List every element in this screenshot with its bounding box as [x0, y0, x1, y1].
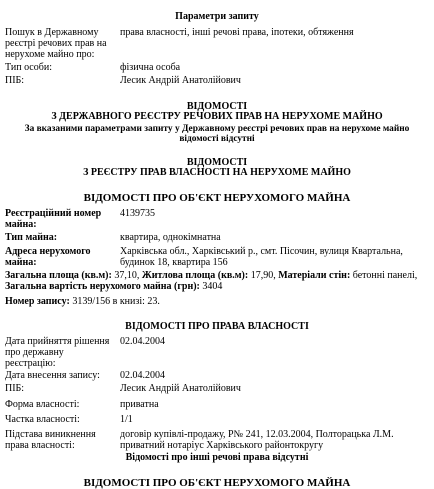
property-type-value: квартира, однокімнатна — [120, 232, 221, 243]
section2-title: ВІДОМОСТІ — [186, 157, 248, 168]
decision-date-value: 02.04.2004 — [120, 336, 165, 347]
name-value: Лесик Андрій Анатолійович — [120, 75, 241, 86]
record-value: 3139/156 в книзі: 23. — [69, 296, 160, 307]
reg-number-label: Реєстраційний номер майна: — [5, 208, 102, 230]
other-rights-note: Відомості про інші речові права відсутні — [125, 452, 309, 463]
section1-subtitle: З ДЕРЖАВНОГО РЕЄСТРУ РЕЧОВИХ ПРАВ НА НЕРУХОМЕ МАЙНО — [51, 111, 383, 122]
owner-name-label: ПІБ: — [5, 383, 25, 394]
area-value: 37,10, — [111, 270, 142, 281]
section1-title: ВІДОМОСТІ — [186, 101, 248, 112]
ownership-share-value: 1/1 — [120, 414, 133, 425]
walls-label: Матеріали стін: — [278, 270, 351, 281]
entry-date-value: 02.04.2004 — [120, 370, 165, 381]
area-label: Загальна площа (кв.м): — [5, 270, 112, 281]
owner-name-value: Лесик Андрій Анатолійович — [120, 383, 241, 394]
record-label: Номер запису: — [5, 296, 70, 307]
section1-note: За вказаними параметрами запиту у Державному реєстрі речових прав на нерухоме майно відомості відсутні — [24, 124, 410, 144]
object-title: ВІДОМОСТІ ПРО ОБ'ЄКТ НЕРУХОМОГО МАЙНА — [83, 192, 351, 204]
area-paragraph — [5, 270, 426, 292]
entry-date-label: Дата внесення запису: — [5, 370, 100, 381]
ownership-form-value: приватна — [120, 399, 159, 410]
search-value: права власності, інші речові права, іпотеки, обтяження — [120, 27, 354, 38]
cost-value: 3404 — [199, 281, 223, 292]
person-type-value: фізична особа — [120, 62, 181, 73]
ownership-form-label: Форма власності: — [5, 399, 80, 410]
property-type-label: Тип майна: — [5, 232, 58, 243]
living-area-label: Житлова площа (кв.м): — [141, 270, 249, 281]
ownership-share-label: Частка власності: — [5, 414, 80, 425]
ownership-title: ВІДОМОСТІ ПРО ПРАВА ВЛАСНОСТІ — [125, 321, 309, 332]
ownership-basis-label: Підстава виникнення права власності: — [5, 429, 96, 451]
ownership-basis-value: договір купівлі-продажу, Р№ 241, 12.03.2004, Полторацька Л.М. приватний нотаріус Харківського районтокругу — [120, 429, 394, 451]
object2-title: ВІДОМОСТІ ПРО ОБ'ЄКТ НЕРУХОМОГО МАЙНА — [83, 477, 351, 489]
record-line — [5, 296, 426, 307]
person-type-label: Тип особи: — [5, 62, 52, 73]
query-title: Параметри запиту — [175, 11, 259, 22]
walls-value: бетонні панелі, — [350, 270, 418, 281]
search-label: Пошук в Державному реєстрі речових прав на нерухоме майно про: — [5, 27, 107, 60]
living-area-value: 17,90, — [248, 270, 279, 281]
reg-number-value: 4139735 — [120, 208, 155, 219]
address-value: Харківська обл., Харківський р., смт. Пісочин, вулиця Квартальна, будинок 18, квартира 156 — [120, 246, 403, 268]
name-label: ПІБ: — [5, 75, 25, 86]
section2-subtitle: З РЕЄСТРУ ПРАВ ВЛАСНОСТІ НА НЕРУХОМЕ МАЙНО — [83, 167, 351, 178]
decision-date-label: Дата прийняття рішення про державну реєстрацію: — [5, 336, 110, 369]
cost-label: Загальна вартість нерухомого майна (грн): — [5, 281, 200, 292]
address-label: Адреса нерухомого майна: — [5, 246, 91, 268]
